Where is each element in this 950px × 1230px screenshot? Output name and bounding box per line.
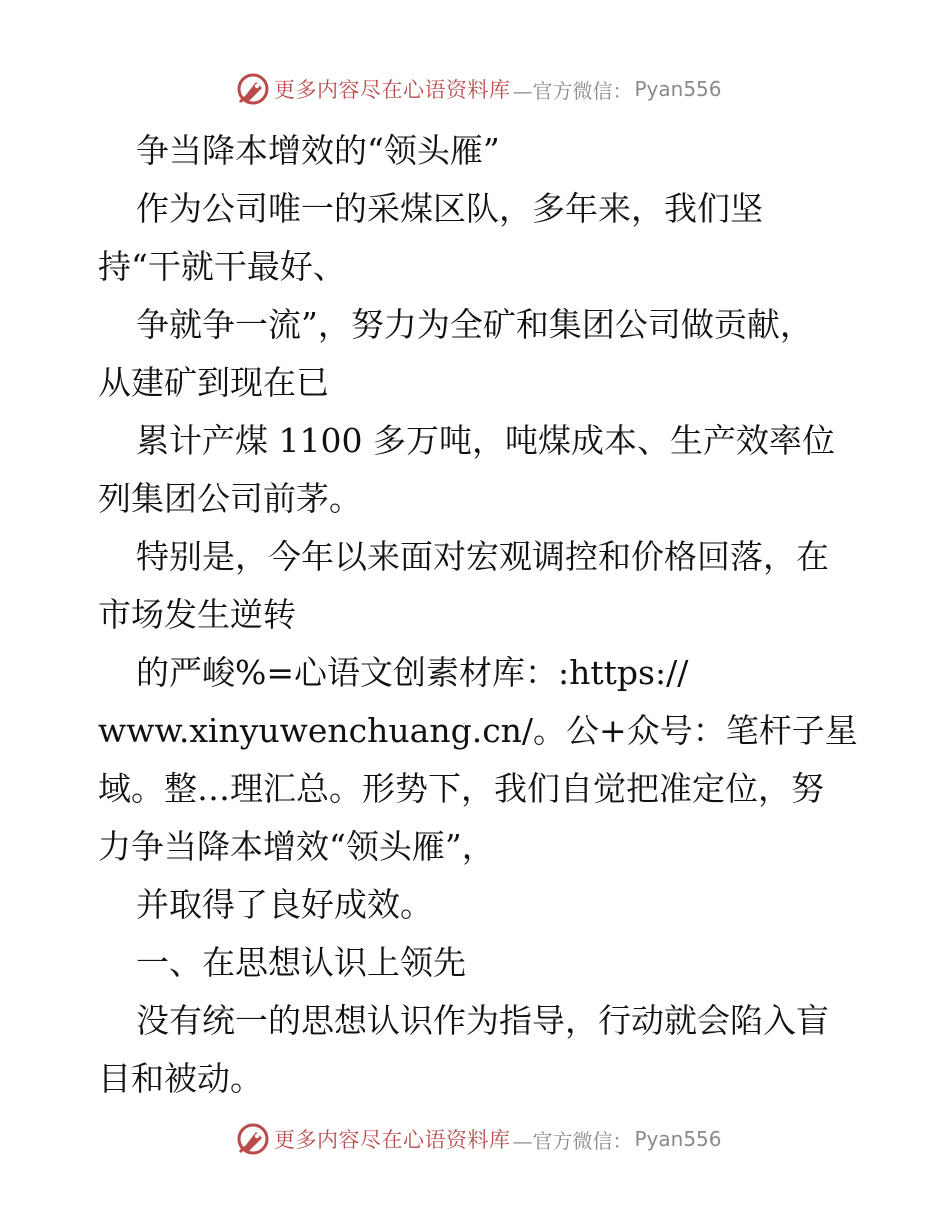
- header-watermark: [236, 72, 722, 106]
- paragraph-line: 域。整…理汇总。形势下，我们自觉把准定位，努: [98, 769, 824, 808]
- paragraph-line: 持“干就干最好、: [98, 247, 346, 286]
- paragraph-line: www.xinyuwenchuang.cn/。公+众号：笔杆子星: [98, 711, 858, 750]
- section-heading: 一、在思想认识上领先: [136, 943, 466, 982]
- watermark-separator-text: —官方微信：: [512, 78, 633, 103]
- paragraph-line: 没有统一的思想认识作为指导，行动就会陷入盲: [136, 1001, 829, 1040]
- paragraph-line: 争就争一流”，努力为全矿和集团公司做贡献，: [136, 305, 813, 344]
- paragraph-line: 力争当降本增效“领头雁”，: [98, 827, 495, 866]
- paragraph-line: 的严峻%=心语文创素材库：:https://: [136, 653, 689, 692]
- paragraph-line: 列集团公司前茅。: [98, 479, 362, 518]
- paragraph-line: 市场发生逆转: [98, 595, 296, 634]
- paragraph-line: 从建矿到现在已: [98, 363, 329, 402]
- footer-watermark: [236, 1122, 722, 1156]
- paragraph-line: 争当降本增效的“领头雁”: [136, 131, 500, 170]
- watermark-brand-text: 更多内容尽在心语资料库: [274, 78, 511, 102]
- paragraph-line: 作为公司唯一的采煤区队，多年来，我们坚: [136, 189, 763, 228]
- watermark-handle-text: Pyan556: [634, 77, 722, 101]
- document-body: [98, 122, 858, 1108]
- watermark-handle-text: Pyan556: [634, 1127, 722, 1151]
- pen-nib-logo-icon: [236, 1122, 270, 1156]
- paragraph-line: 并取得了良好成效。: [136, 885, 433, 924]
- paragraph-line: 累计产煤 1100 多万吨，吨煤成本、生产效率位: [136, 421, 835, 460]
- paragraph-line: 特别是，今年以来面对宏观调控和价格回落，在: [136, 537, 829, 576]
- pen-nib-logo-icon: [236, 72, 270, 106]
- watermark-separator-text: —官方微信：: [512, 1128, 633, 1153]
- watermark-brand-text: 更多内容尽在心语资料库: [274, 1128, 511, 1152]
- paragraph-line: 目和被动。: [98, 1059, 263, 1098]
